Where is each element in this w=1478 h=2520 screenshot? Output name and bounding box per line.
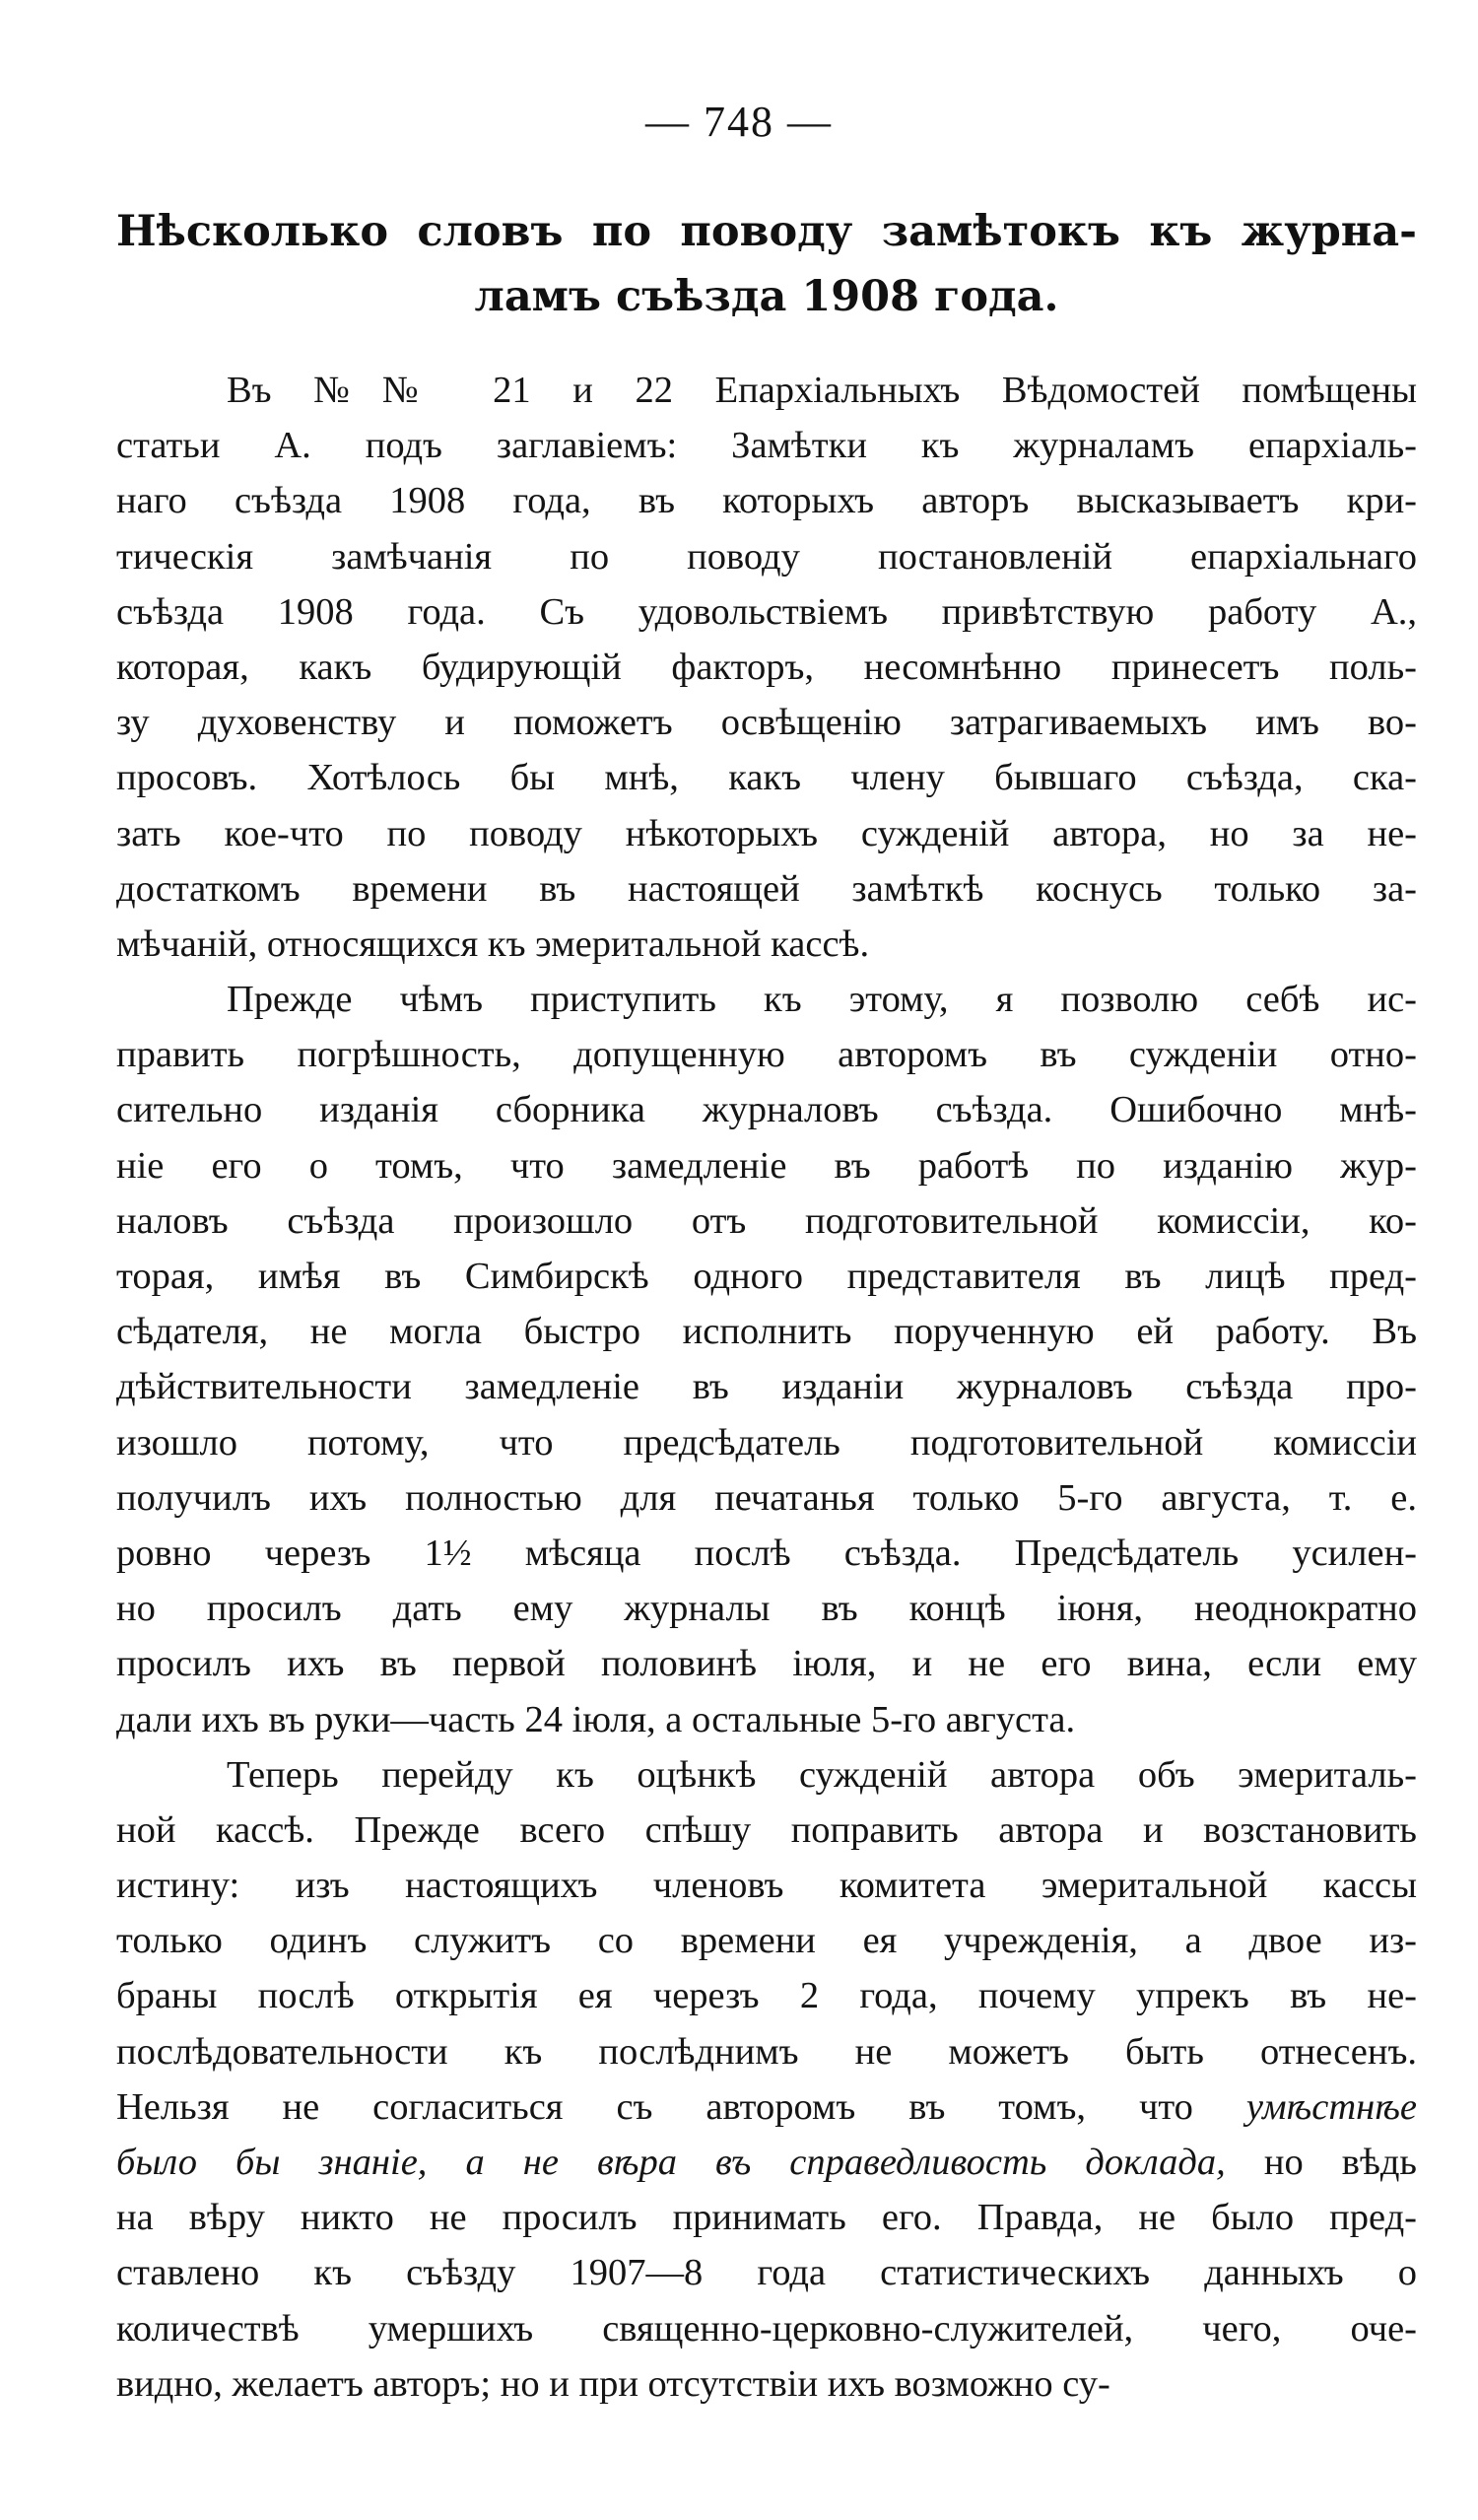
text-line: Прежде чѣмъ приступить къ этому, я позволю себѣ ис- xyxy=(227,979,1417,1021)
text-line: зать кое-что по поводу нѣкоторыхъ сужденій автора, но за не- xyxy=(116,812,1417,854)
page-number: — 748 — xyxy=(645,98,833,146)
text-line: тическія замѣчанія по поводу постановленій епархіальнаго xyxy=(116,535,1417,578)
text-line: истину: изъ настоящихъ членовъ комитета эмеритальной кассы xyxy=(116,1865,1417,1907)
text-line: наго съѣзда 1908 года, въ которыхъ авторъ высказываетъ кри- xyxy=(116,480,1417,522)
paragraph xyxy=(116,1747,1417,2412)
title-line: ламъ съѣзда 1908 года. xyxy=(474,272,1059,321)
text-line: ной кассѣ. Прежде всего спѣшу поправить автора и возстановить xyxy=(116,1808,1417,1851)
text-line: дѣйствительности замедленіе въ изданіи журналовъ съѣзда про- xyxy=(116,1366,1417,1408)
paragraph xyxy=(116,363,1417,972)
text-line: Въ №№ 21 и 22 Епархіальныхъ Вѣдомостей помѣщены xyxy=(227,370,1417,411)
paragraph xyxy=(116,972,1417,1747)
text-line: достаткомъ времени въ настоящей замѣткѣ коснусь только за- xyxy=(116,867,1417,910)
text-line: только одинъ служитъ со времени ея учрежденія, а двое из- xyxy=(116,1920,1417,1962)
text-line: было бы знаніе, а не вѣра въ справедливость доклада, но вѣдь xyxy=(116,2142,1417,2183)
title-line: Нѣсколько словъ по поводу замѣтокъ къ журна- xyxy=(116,207,1417,256)
text-line: ровно черезъ 1½ мѣсяца послѣ съѣзда. Предсѣдатель усилен- xyxy=(116,1532,1417,1574)
text-line: на вѣру никто не просилъ принимать его. Правда, не было пред- xyxy=(116,2197,1417,2239)
text-line: которая, какъ будирующій факторъ, несомнѣнно принесетъ поль- xyxy=(116,646,1417,688)
text-line: браны послѣ открытія ея черезъ 2 года, почему упрекъ въ не- xyxy=(116,1975,1417,2017)
text-line: ніе его о томъ, что замедленіе въ работѣ по изданію жур- xyxy=(116,1144,1417,1187)
text-line: изошло потому, что предсѣдатель подготовительной комиссіи xyxy=(116,1421,1417,1464)
text-line: дали ихъ въ руки—часть 24 іюля, а остальные 5-го августа. xyxy=(116,1698,1076,1740)
text-line: послѣдовательности къ послѣднимъ не можетъ быть отнесенъ. xyxy=(116,2030,1417,2073)
text-line: торая, имѣя въ Симбирскѣ одного представителя въ лицѣ пред- xyxy=(116,1256,1417,1297)
article-body xyxy=(116,363,1417,2412)
italic-emphasis: было бы знаніе, а не вѣра въ справедливость доклада, xyxy=(116,2142,1226,2183)
article-title xyxy=(116,199,1417,329)
text-line: сѣдателя, не могла быстро исполнить порученную ей работу. Въ xyxy=(116,1311,1417,1353)
text-line: Нельзя не согласиться съ авторомъ въ томъ, что умѣстнѣе xyxy=(116,2085,1417,2128)
text-line: съѣзда 1908 года. Съ удовольствіемъ привѣтствую работу А., xyxy=(116,590,1417,633)
text-line: ставлено къ съѣзду 1907—8 года статистическихъ данныхъ о xyxy=(116,2252,1417,2294)
text-line: мѣчаній, относящихся къ эмеритальной кассѣ. xyxy=(116,922,870,965)
text-line: править погрѣшность, допущенную авторомъ въ сужденіи отно- xyxy=(116,1034,1417,1076)
text-line: наловъ съѣзда произошло отъ подготовительной комиссіи, ко- xyxy=(116,1199,1417,1242)
italic-emphasis: умѣстнѣе xyxy=(1245,2085,1417,2128)
text-line: количествѣ умершихъ священно-церковно-служителей, чего, оче- xyxy=(116,2307,1417,2350)
text-line: зу духовенству и поможетъ освѣщенію затрагиваемыхъ имъ во- xyxy=(116,702,1417,744)
text-line: Теперь перейду къ оцѣнкѣ сужденій автора объ эмериталь- xyxy=(227,1753,1417,1796)
text-line: видно, желаетъ авторъ; но и при отсутствіи ихъ возможно су- xyxy=(116,2362,1110,2405)
text-line: просовъ. Хотѣлось бы мнѣ, какъ члену бывшаго съѣзда, ска- xyxy=(116,757,1417,799)
text-line: просилъ ихъ въ первой половинѣ іюля, и не его вина, если ему xyxy=(116,1643,1417,1685)
text-line: но просилъ дать ему журналы въ концѣ іюня, неоднократно xyxy=(116,1588,1417,1630)
text-line: получилъ ихъ полностью для печатанья только 5-го августа, т. е. xyxy=(116,1476,1417,1519)
text-line: статьи А. подъ заглавіемъ: Замѣтки къ журналамъ епархіаль- xyxy=(116,425,1417,467)
text-line: сительно изданія сборника журналовъ съѣзда. Ошибочно мнѣ- xyxy=(116,1089,1417,1131)
